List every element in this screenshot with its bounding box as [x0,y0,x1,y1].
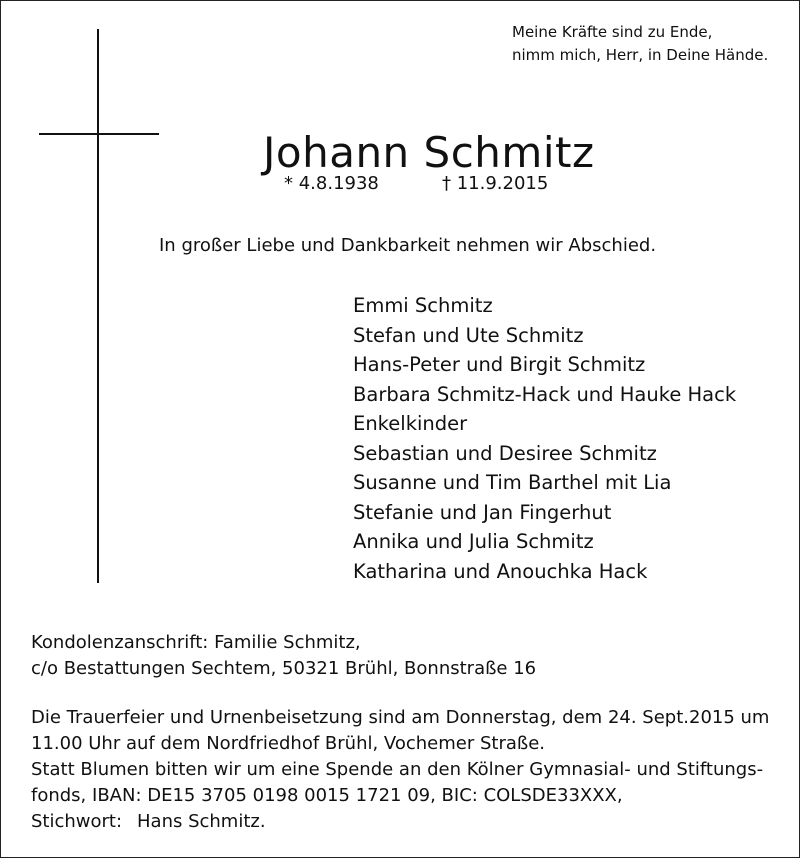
verse-line-2: nimm mich, Herr, in Deine Hände. [512,46,769,64]
address-line-1: Kondolenzanschrift: Familie Schmitz, [31,632,361,653]
keyword-line [31,809,781,835]
family-member: Emmi Schmitz [353,294,493,317]
verse-line-1: Meine Kräfte sind zu Ende, [512,23,713,41]
deceased-name: Johann Schmitz [263,128,595,178]
keyword-value: Hans Schmitz. [137,811,266,832]
family-member: Hans-Peter und Birgit Schmitz [353,353,646,376]
family-member: Stefan und Ute Schmitz [353,323,584,347]
service-line-1: Die Trauerfeier und Urnenbeisetzung sind am Donnerstag, dem 24. Sept.2015 um [31,707,770,728]
cross-icon-vertical-bar [97,29,99,583]
family-member: Barbara Schmitz-Hack und Hauke Hack [353,382,737,406]
birth-date: * 4.8.1938 [284,173,379,194]
family-member: Sebastian und Desiree Schmitz [353,441,657,465]
service-line-2: 11.00 Uhr auf dem Nordfriedhof Brühl, Vochemer Straße. [31,733,546,754]
cross-icon-horizontal-bar [39,133,159,135]
condolence-address [31,630,536,682]
keyword-label: Stichwort: [31,811,123,832]
donation-line-1: Statt Blumen bitten wir um eine Spende an den Kölner Gymnasial- und Stiftungs- [31,759,764,780]
farewell-text: In großer Liebe und Dankbarkeit nehmen wir Abschied. [159,235,657,256]
family-member: Katharina und Anouchka Hack [353,559,648,583]
family-member: Stefanie und Jan Fingerhut [353,500,612,524]
address-line-2: c/o Bestattungen Sechtem, 50321 Brühl, Bonnstraße 16 [31,658,537,679]
family-member: Enkelkinder [353,412,468,435]
service-details [31,705,781,835]
verse [512,21,792,67]
donation-line-2: fonds, IBAN: DE15 3705 0198 0015 1721 09, BIC: COLSDE33XXX, [31,785,623,806]
family-member: Annika und Julia Schmitz [353,530,594,553]
family-list [353,291,736,586]
family-member: Susanne und Tim Barthel mit Lia [353,471,672,494]
death-date: † 11.9.2015 [442,173,549,194]
